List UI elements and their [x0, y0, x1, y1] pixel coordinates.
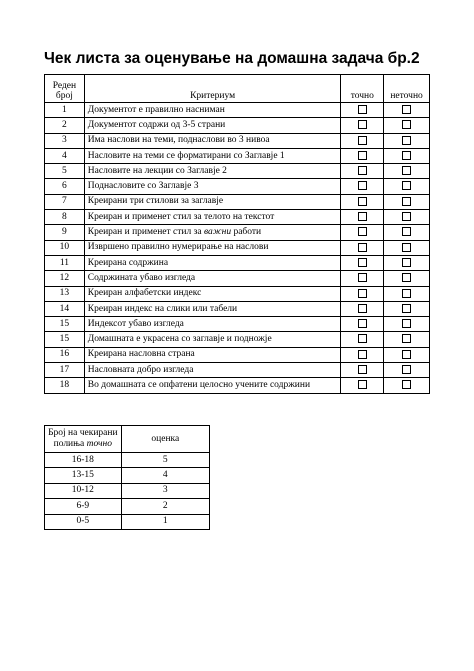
- checklist-row: [45, 255, 430, 270]
- correct-cell: [341, 148, 384, 163]
- correct-checkbox[interactable]: [358, 136, 367, 145]
- correct-cell: [341, 164, 384, 179]
- incorrect-cell: [384, 133, 430, 148]
- incorrect-checkbox[interactable]: [402, 380, 411, 389]
- incorrect-cell: [384, 255, 430, 270]
- criterion-cell: [84, 286, 341, 301]
- checklist-row: [45, 148, 430, 163]
- row-number: 16: [45, 347, 85, 362]
- incorrect-cell: [384, 271, 430, 286]
- criterion-cell: [84, 225, 341, 240]
- correct-checkbox[interactable]: [358, 166, 367, 175]
- score-header-row: [45, 426, 210, 453]
- criterion-text: Содржината убаво изгледа: [87, 272, 196, 283]
- incorrect-checkbox[interactable]: [402, 304, 411, 313]
- criterion-text: Креирани три стилови за заглавје: [87, 196, 224, 207]
- criterion-text: Креиран и применет стил за телото на текстот: [87, 211, 275, 222]
- criterion-cell: [84, 210, 341, 225]
- checklist-row: [45, 317, 430, 332]
- checked-fields-header-line2: полиња: [53, 439, 87, 449]
- criterion-column-header: Критериум: [84, 75, 341, 103]
- incorrect-checkbox[interactable]: [402, 227, 411, 236]
- incorrect-checkbox[interactable]: [402, 212, 411, 221]
- score-grade: 2: [121, 499, 209, 514]
- incorrect-cell: [384, 225, 430, 240]
- correct-checkbox[interactable]: [358, 273, 367, 282]
- row-number: 18: [45, 378, 85, 393]
- incorrect-checkbox[interactable]: [402, 319, 411, 328]
- row-number: 13: [45, 286, 85, 301]
- page-title: Чек листа за оценување на домашна задача бр.2: [44, 50, 420, 67]
- row-number: 15: [45, 317, 85, 332]
- correct-cell: [341, 286, 384, 301]
- row-number: 6: [45, 179, 85, 194]
- score-range: 0-5: [45, 514, 122, 529]
- criterion-cell: [84, 194, 341, 209]
- incorrect-cell: [384, 118, 430, 133]
- incorrect-cell: [384, 103, 430, 118]
- correct-cell: [341, 301, 384, 316]
- checklist-row: [45, 363, 430, 378]
- score-range: 13-15: [45, 468, 122, 483]
- correct-column-header: точно: [341, 75, 384, 103]
- criterion-text: Креиран индекс на слики или табели: [87, 303, 238, 314]
- score-table: [44, 425, 210, 530]
- row-number: 11: [45, 255, 85, 270]
- correct-checkbox[interactable]: [358, 350, 367, 359]
- criterion-text-end: работи: [231, 227, 262, 238]
- criterion-text: Поднасловите со Заглавје 3: [87, 181, 199, 192]
- criterion-text: Креиран алфабетски индекс: [87, 288, 202, 299]
- checklist-row: [45, 133, 430, 148]
- criterion-cell: [84, 271, 341, 286]
- criterion-text: Документот е правилно наснимaн: [87, 104, 225, 115]
- incorrect-checkbox[interactable]: [402, 350, 411, 359]
- checklist-row: [45, 194, 430, 209]
- incorrect-cell: [384, 194, 430, 209]
- row-number: 1: [45, 103, 85, 118]
- criterion-cell: [84, 301, 341, 316]
- correct-cell: [341, 118, 384, 133]
- checklist-row: [45, 164, 430, 179]
- correct-cell: [341, 347, 384, 362]
- correct-cell: [341, 179, 384, 194]
- criterion-text: Креирана содржина: [87, 257, 169, 268]
- correct-checkbox[interactable]: [358, 105, 367, 114]
- incorrect-checkbox[interactable]: [402, 273, 411, 282]
- score-row: [45, 499, 210, 514]
- correct-cell: [341, 225, 384, 240]
- correct-cell: [341, 332, 384, 347]
- criterion-cell: [84, 332, 341, 347]
- incorrect-cell: [384, 332, 430, 347]
- score-range: 6-9: [45, 499, 122, 514]
- criterion-text: Креирана насловна страна: [87, 349, 195, 360]
- criterion-cell: [84, 148, 341, 163]
- correct-cell: [341, 194, 384, 209]
- incorrect-cell: [384, 148, 430, 163]
- row-number: 10: [45, 240, 85, 255]
- row-number: 3: [45, 133, 85, 148]
- checklist-row: [45, 240, 430, 255]
- row-number: 5: [45, 164, 85, 179]
- criterion-text: Домашната е украсена со заглавје и подножје: [87, 334, 272, 345]
- score-grade: 1: [121, 514, 209, 529]
- row-number: 8: [45, 210, 85, 225]
- incorrect-checkbox[interactable]: [402, 289, 411, 298]
- incorrect-checkbox[interactable]: [402, 243, 411, 252]
- incorrect-checkbox[interactable]: [402, 120, 411, 129]
- score-grade: 3: [121, 483, 209, 498]
- checked-fields-header-line1: Број на чекирани: [48, 428, 118, 438]
- checklist-row: [45, 347, 430, 362]
- checklist-row: [45, 301, 430, 316]
- checklist-row: [45, 332, 430, 347]
- correct-cell: [341, 103, 384, 118]
- correct-cell: [341, 363, 384, 378]
- correct-checkbox[interactable]: [358, 258, 367, 267]
- criterion-text: Извршено правилно нумерирање на наслови: [87, 242, 269, 253]
- criterion-text: Насловната добро изгледа: [87, 364, 194, 375]
- criterion-text: Креиран и применет стил за: [87, 227, 204, 238]
- incorrect-cell: [384, 164, 430, 179]
- incorrect-cell: [384, 317, 430, 332]
- number-header-line1: Реден: [52, 81, 77, 91]
- score-row: [45, 453, 210, 468]
- correct-cell: [341, 133, 384, 148]
- correct-checkbox[interactable]: [358, 289, 367, 298]
- correct-cell: [341, 271, 384, 286]
- row-number: 7: [45, 194, 85, 209]
- criterion-cell: [84, 347, 341, 362]
- correct-checkbox[interactable]: [358, 334, 367, 343]
- criterion-cell: [84, 133, 341, 148]
- correct-checkbox[interactable]: [358, 212, 367, 221]
- checklist-header-row: [45, 75, 430, 103]
- row-number: 2: [45, 118, 85, 133]
- correct-checkbox[interactable]: [358, 365, 367, 374]
- checklist-table: [44, 74, 430, 394]
- incorrect-checkbox[interactable]: [402, 166, 411, 175]
- incorrect-checkbox[interactable]: [402, 197, 411, 206]
- score-grade: 5: [121, 453, 209, 468]
- criterion-text: Има наслови на теми, поднаслови во 3 нивоа: [87, 135, 270, 146]
- incorrect-cell: [384, 179, 430, 194]
- checklist-row: [45, 271, 430, 286]
- checklist-row: [45, 179, 430, 194]
- score-range: 10-12: [45, 483, 122, 498]
- row-number: 15: [45, 332, 85, 347]
- criterion-text: Документот содржи од 3-5 страни: [87, 119, 226, 130]
- score-row: [45, 468, 210, 483]
- correct-cell: [341, 378, 384, 393]
- row-number: 4: [45, 148, 85, 163]
- correct-cell: [341, 240, 384, 255]
- criterion-cell: [84, 118, 341, 133]
- criterion-cell: [84, 317, 341, 332]
- criterion-cell: [84, 164, 341, 179]
- criterion-cell: [84, 255, 341, 270]
- number-header-line2: број: [55, 91, 73, 101]
- incorrect-cell: [384, 210, 430, 225]
- incorrect-cell: [384, 286, 430, 301]
- row-number: 14: [45, 301, 85, 316]
- incorrect-checkbox[interactable]: [402, 151, 411, 160]
- criterion-cell: [84, 378, 341, 393]
- incorrect-checkbox[interactable]: [402, 181, 411, 190]
- criterion-emphasis: важни: [203, 227, 232, 238]
- correct-cell: [341, 317, 384, 332]
- checklist-row: [45, 225, 430, 240]
- incorrect-column-header: неточно: [384, 75, 430, 103]
- criterion-text: Насловите на теми се форматирани со Заглавје 1: [87, 150, 285, 161]
- correct-checkbox[interactable]: [358, 227, 367, 236]
- row-number: 9: [45, 225, 85, 240]
- correct-checkbox[interactable]: [358, 243, 367, 252]
- correct-checkbox[interactable]: [358, 319, 367, 328]
- criterion-text: Индексот убаво изгледа: [87, 318, 184, 329]
- checked-fields-header-italic: точно: [86, 439, 112, 449]
- criterion-cell: [84, 363, 341, 378]
- number-column-header: [45, 75, 85, 103]
- checked-fields-header: [45, 426, 122, 453]
- correct-checkbox[interactable]: [358, 304, 367, 313]
- score-row: [45, 483, 210, 498]
- row-number: 17: [45, 363, 85, 378]
- incorrect-checkbox[interactable]: [402, 334, 411, 343]
- checklist-row: [45, 210, 430, 225]
- criterion-cell: [84, 240, 341, 255]
- checklist-row: [45, 286, 430, 301]
- incorrect-cell: [384, 240, 430, 255]
- incorrect-checkbox[interactable]: [402, 365, 411, 374]
- criterion-cell: [84, 103, 341, 118]
- incorrect-cell: [384, 378, 430, 393]
- correct-checkbox[interactable]: [358, 380, 367, 389]
- correct-checkbox[interactable]: [358, 120, 367, 129]
- correct-cell: [341, 255, 384, 270]
- checklist-row: [45, 118, 430, 133]
- grade-header: оценка: [121, 426, 209, 453]
- criterion-cell: [84, 179, 341, 194]
- score-row: [45, 514, 210, 529]
- checklist-row: [45, 378, 430, 393]
- correct-checkbox[interactable]: [358, 197, 367, 206]
- correct-checkbox[interactable]: [358, 151, 367, 160]
- correct-checkbox[interactable]: [358, 181, 367, 190]
- incorrect-cell: [384, 301, 430, 316]
- score-grade: 4: [121, 468, 209, 483]
- criterion-text: Во домашната се опфатени целосно учените содржини: [87, 379, 311, 390]
- incorrect-cell: [384, 363, 430, 378]
- incorrect-checkbox[interactable]: [402, 136, 411, 145]
- checklist-row: [45, 103, 430, 118]
- row-number: 12: [45, 271, 85, 286]
- incorrect-checkbox[interactable]: [402, 258, 411, 267]
- criterion-text: Насловите на лекции со Заглавје 2: [87, 165, 227, 176]
- score-range: 16-18: [45, 453, 122, 468]
- incorrect-checkbox[interactable]: [402, 105, 411, 114]
- incorrect-cell: [384, 347, 430, 362]
- correct-cell: [341, 210, 384, 225]
